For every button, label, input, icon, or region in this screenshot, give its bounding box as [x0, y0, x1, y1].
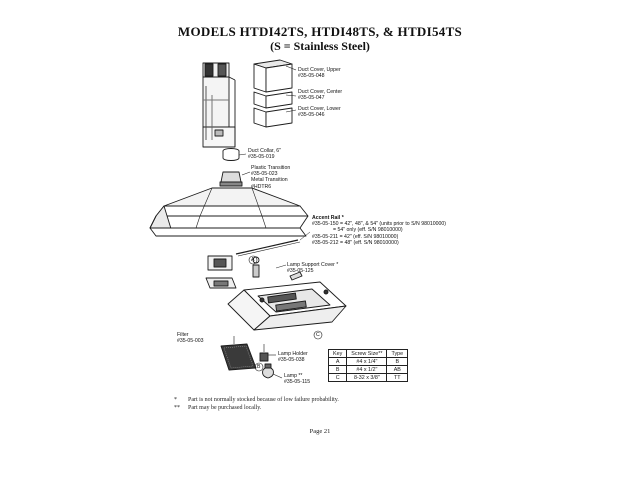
hood-bottom-pan-drawing — [228, 282, 346, 330]
transition-drawing — [220, 172, 250, 186]
table-cell: B — [387, 358, 408, 366]
column-header: Key — [329, 350, 347, 358]
column-header: Screw Size** — [347, 350, 387, 358]
duct-collar-drawing — [223, 149, 246, 161]
table-cell: #4 x 1/4" — [347, 358, 387, 366]
footnote-purchased-locally — [174, 405, 261, 411]
label-accent-rail: Accent Rail * #35-05-150 = 42", 48", & 54" (units prior to S/N 98010000) = 54" only (eff. S/N 98010000) #35-05-211 = 42" (eff. S/N 98010000) #35-05-212 = 48" (eff. S/N 98010000) — [312, 215, 446, 246]
column-header: Type — [387, 350, 408, 358]
label-filter: Filter #35-05-003 — [177, 332, 204, 345]
footnote-not-stocked — [174, 397, 339, 403]
table-cell: TT — [387, 374, 408, 382]
label-duct-cover-lower: Duct Cover, Lower #35-05-046 — [298, 106, 341, 119]
label-lamp-holder: Lamp Holder #35-05-038 — [278, 351, 308, 364]
fan-component-drawing — [206, 256, 236, 288]
table-cell: #4 x 1/2" — [347, 366, 387, 374]
screw-key-table — [328, 349, 408, 382]
page-subtitle: (S = Stainless Steel) — [270, 39, 370, 53]
lamp-holder-drawing — [260, 344, 276, 361]
footnote-text: Part may be purchased locally. — [188, 405, 262, 411]
label-transitions: Plastic Transition #35-05-023 Metal Transition #HDTR6 — [251, 165, 291, 190]
label-duct-cover-center: Duct Cover, Center #35-05-047 — [298, 89, 343, 102]
label-lamp: Lamp ** #35-05-115 — [284, 373, 311, 386]
label-duct-cover-upper: Duct Cover, Upper #35-05-048 — [298, 67, 341, 80]
duct-cover-stack-drawing — [254, 60, 296, 127]
footnote-text: Part is not normally stocked because of low failure probability. — [188, 397, 339, 403]
table-cell: 8-32 x 3/8" — [347, 374, 387, 382]
page-number: Page 21 — [309, 428, 331, 435]
table-header-row — [329, 350, 408, 358]
table-row — [329, 374, 408, 382]
duct-cover-assembly-drawing — [203, 63, 235, 147]
callout-a-letter: A — [251, 257, 255, 263]
label-lamp-support-cover: Lamp Support Cover * #35-05-125 — [287, 262, 339, 275]
filter-drawing — [221, 336, 256, 370]
label-duct-collar: Duct Collar, 6" #35-05-019 — [248, 148, 281, 161]
footnote-mark: * — [174, 397, 177, 403]
table-row — [329, 366, 408, 374]
callout-c-letter: C — [316, 332, 320, 338]
lamp-drawing — [263, 364, 282, 378]
callout-b-letter: B — [257, 364, 261, 370]
table-row — [329, 358, 408, 366]
table-cell: C — [329, 374, 347, 382]
page-title: MODELS HTDI42TS, HTDI48TS, & HTDI54TS — [177, 24, 463, 39]
table-cell: A — [329, 358, 347, 366]
table-cell: AB — [387, 366, 408, 374]
hood-canopy-drawing — [150, 188, 308, 236]
footnote-mark: ** — [174, 405, 180, 411]
table-cell: B — [329, 366, 347, 374]
